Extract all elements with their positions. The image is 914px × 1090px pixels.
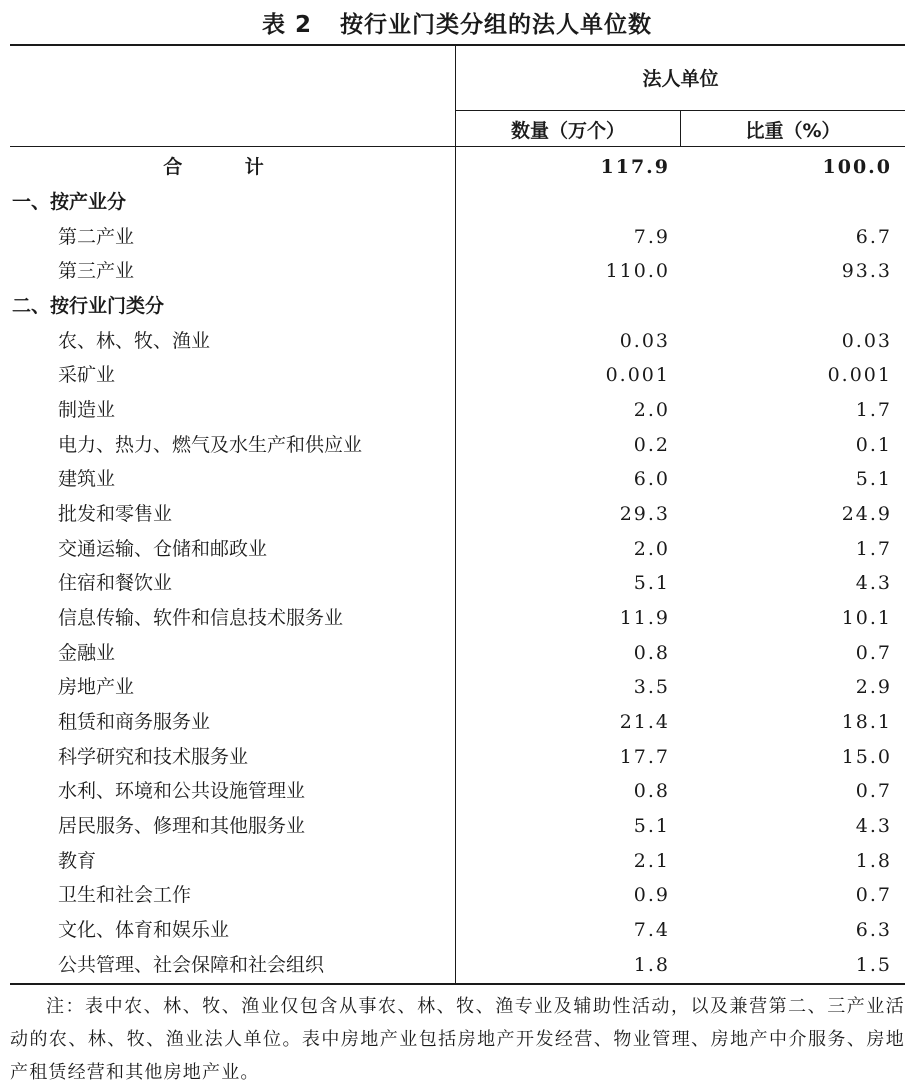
section-heading-text: 一、按产业分 [12,191,127,213]
section-heading [0,289,914,323]
row-label: 房地产业 [58,676,135,698]
row-share: 1.7 [855,538,892,560]
row-count: 21.4 [619,711,670,733]
row-count: 17.7 [619,746,670,768]
row-share: 1.7 [855,399,892,421]
row-count: 0.03 [619,330,670,352]
column-header-share: 比重（%） [745,120,841,142]
row-label: 合 计 [163,156,292,178]
row-label: 水利、环境和公共设施管理业 [58,780,306,802]
table-row [0,497,914,531]
table-row [0,740,914,774]
section-heading [0,185,914,219]
row-count: 0.001 [605,364,670,386]
row-label: 金融业 [58,642,116,664]
table-title [0,6,914,39]
table-row [0,220,914,254]
row-label: 电力、热力、燃气及水生产和供应业 [58,434,363,456]
table-row [0,705,914,739]
row-count: 5.1 [633,572,670,594]
table-row [0,809,914,843]
bottom-rule [10,983,905,985]
table-row [0,393,914,427]
table-row [0,566,914,600]
table-row [0,601,914,635]
row-share: 2.9 [855,676,892,698]
row-label: 公共管理、社会保障和社会组织 [58,954,325,976]
row-count: 6.0 [633,468,670,490]
row-share: 18.1 [841,711,892,733]
row-label: 第三产业 [58,260,135,282]
table-number: 表 2 [261,12,312,38]
table-row [0,774,914,808]
row-label: 科学研究和技术服务业 [58,746,249,768]
row-count: 117.9 [600,156,670,178]
row-label: 文化、体育和娱乐业 [58,919,230,941]
column-header-count: 数量（万个） [510,120,625,142]
group-header: 法人单位 [642,68,719,90]
row-label: 教育 [58,850,97,872]
table-row [0,636,914,670]
table-row [0,532,914,566]
row-share: 0.001 [827,364,892,386]
row-share: 1.8 [855,850,892,872]
row-count: 2.0 [633,538,670,560]
row-count: 0.2 [633,434,670,456]
row-label: 居民服务、修理和其他服务业 [58,815,306,837]
table-row [0,462,914,496]
row-label: 制造业 [58,399,116,421]
row-share: 0.7 [855,642,892,664]
row-label: 住宿和餐饮业 [58,572,173,594]
row-share: 6.3 [855,919,892,941]
row-count: 2.0 [633,399,670,421]
row-count: 7.4 [633,919,670,941]
row-share: 0.7 [855,884,892,906]
row-count: 2.1 [633,850,670,872]
row-share: 15.0 [841,746,892,768]
row-share: 1.5 [855,954,892,976]
row-label: 交通运输、仓储和邮政业 [58,538,268,560]
row-count: 110.0 [605,260,670,282]
row-count: 0.8 [633,642,670,664]
row-share: 6.7 [855,226,892,248]
row-count: 0.9 [633,884,670,906]
section-heading-text: 二、按行业门类分 [12,295,165,317]
table-row [0,428,914,462]
row-label: 租赁和商务服务业 [58,711,211,733]
row-label: 建筑业 [58,468,116,490]
row-share: 0.1 [855,434,892,456]
row-share: 93.3 [841,260,892,282]
row-share: 4.3 [855,572,892,594]
row-share: 0.7 [855,780,892,802]
table-row [0,254,914,288]
table-footnote: 注：表中农、林、牧、渔业仅包含从事农、林、牧、渔专业及辅助性活动，以及兼营第二、三产业活动的农、林、牧、渔业法人单位。表中房地产业包括房地产开发经营、物业管理、房地产中介服务、房地产租赁经营和其他房地产业。 [10,996,905,1083]
top-rule [10,44,905,46]
row-share: 5.1 [855,468,892,490]
row-label: 采矿业 [58,364,116,386]
table-row [0,670,914,704]
table-row [0,878,914,912]
table-row [0,358,914,392]
row-share: 10.1 [841,607,892,629]
row-label: 卫生和社会工作 [58,884,192,906]
row-count: 0.8 [633,780,670,802]
row-label: 第二产业 [58,226,135,248]
row-share: 4.3 [855,815,892,837]
row-count: 29.3 [619,503,670,525]
row-count: 1.8 [633,954,670,976]
table-row-total [0,150,914,184]
row-count: 3.5 [633,676,670,698]
table-row [0,324,914,358]
row-count: 11.9 [619,607,670,629]
header-bottom-rule [10,146,905,147]
table-title-text: 按行业门类分组的法人单位数 [340,12,652,38]
row-share: 100.0 [822,156,892,178]
table-row [0,913,914,947]
table-row [0,844,914,878]
row-label: 信息传输、软件和信息技术服务业 [58,607,344,629]
row-share: 24.9 [841,503,892,525]
table-row [0,948,914,982]
row-share: 0.03 [841,330,892,352]
row-count: 7.9 [633,226,670,248]
row-label: 农、林、牧、渔业 [58,330,211,352]
row-count: 5.1 [633,815,670,837]
row-label: 批发和零售业 [58,503,173,525]
